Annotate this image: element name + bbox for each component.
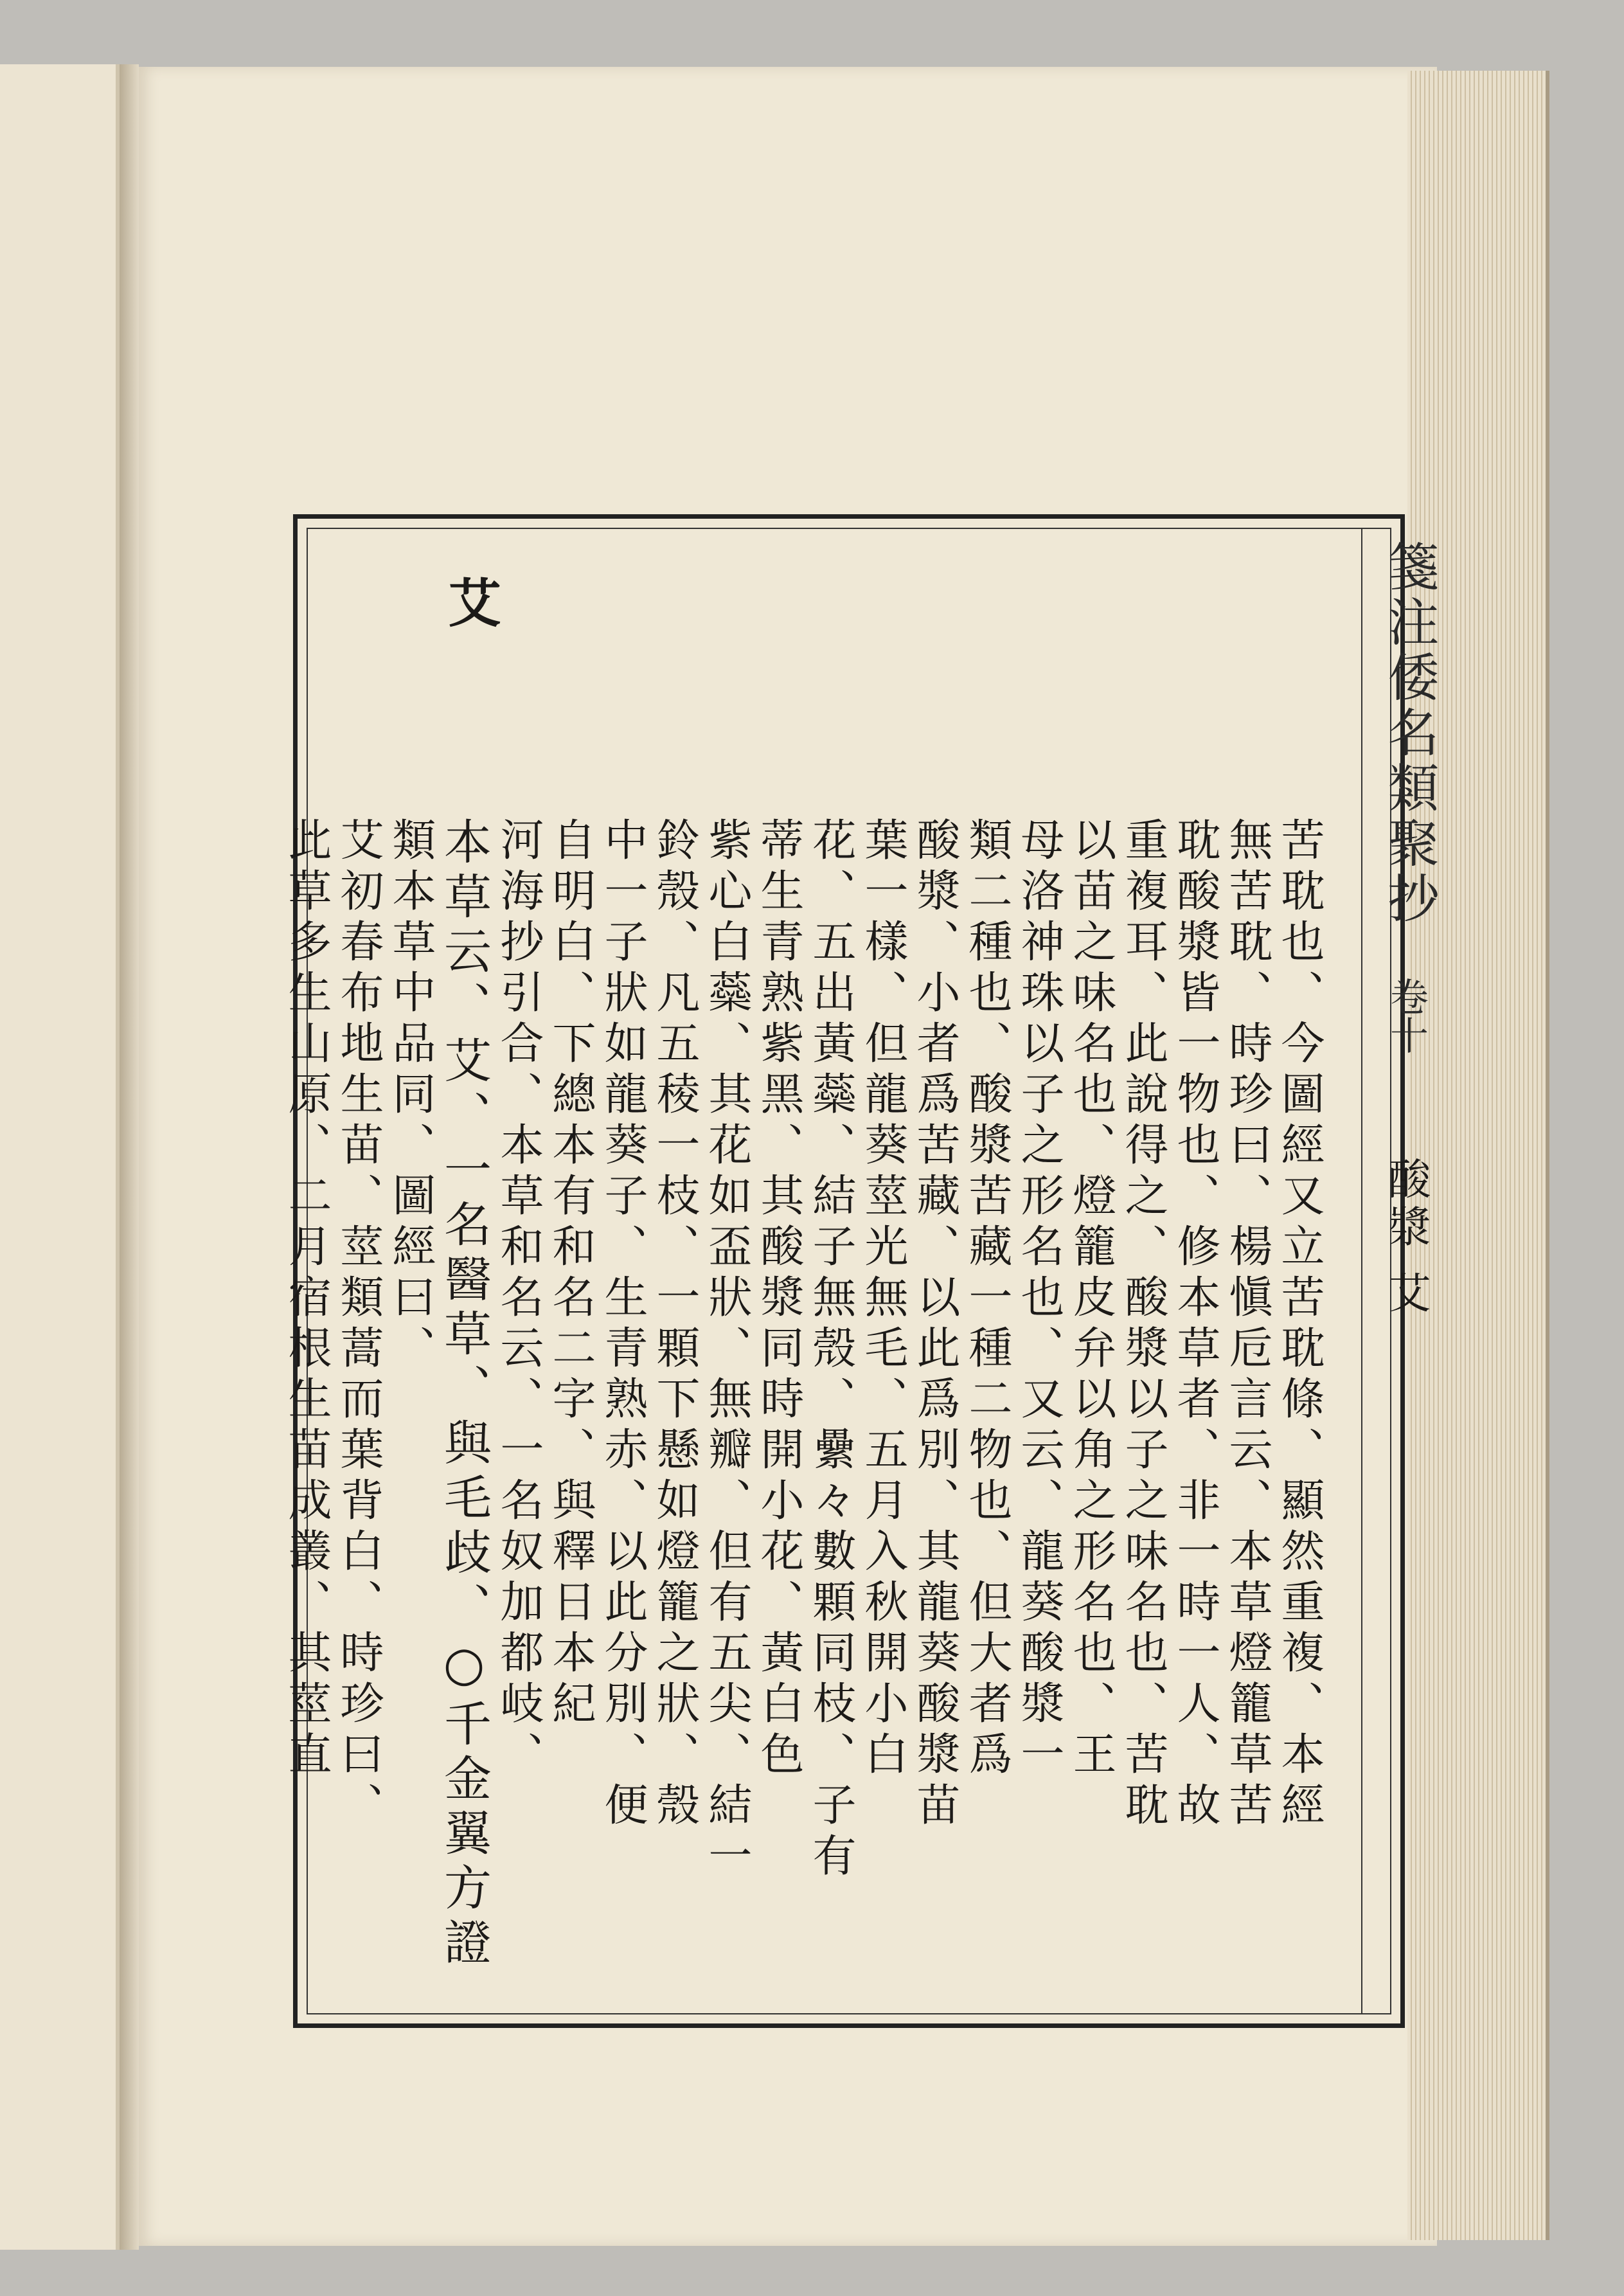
text-column-3: 耽酸漿皆一物也、修本草者、非一時一人、故	[1170, 817, 1220, 1833]
text-column-1: 苦耽也、今圖經又立苦耽條、顯然重複、本經	[1274, 817, 1325, 1833]
text-column-12: 紫心白蘂、其花如盃狀、無瓣、但有五尖、結一	[701, 817, 752, 1883]
text-column-17: 本草云、艾、一名醫草、與毛歧、○千金翼方證	[436, 817, 492, 1972]
entry-heading: 艾	[440, 575, 501, 635]
text-column-9: 葉一樣、但龍葵莖光無毛、五月入秋開小白	[857, 817, 908, 1782]
text-column-13: 鈴殼、凡五稜一枝、一顆下懸如燈籠之狀、殼	[649, 817, 700, 1833]
text-column-14: 中一子狀如龍葵子、生青熟赤、以此分別、便	[597, 817, 648, 1833]
text-column-10: 花、五出黃蘂、結子無殼、纍々數顆同枝、子有	[805, 817, 856, 1883]
text-column-4: 重複耳、此說得之、酸漿以子之味名也、苦耽	[1118, 817, 1168, 1833]
text-column-7: 類二種也、酸漿苦藏一種二物也、但大者爲	[961, 817, 1012, 1782]
text-column-5: 以苗之味名也、燈籠皮弁以角之形名也、王	[1066, 817, 1116, 1782]
text-column-6: 母洛神珠以子之形名也、又云、龍葵酸漿一	[1013, 817, 1064, 1782]
section-label: 酸漿 艾	[1381, 1157, 1431, 1318]
running-title: 箋注倭名類聚抄	[1379, 540, 1439, 927]
text-column-11: 蒂生青熟紫黑、其酸漿同時開小花、黃白色	[753, 817, 804, 1782]
text-column-20: 此草多生山原、二月宿根生苗成叢、其莖直	[281, 817, 332, 1782]
text-frame-inner	[281, 528, 1391, 2014]
text-column-19: 艾初春布地生苗、莖類蒿而葉背白、時珍曰、	[333, 817, 384, 1833]
text-column-2: 無苦耽、時珍曰、楊愼卮言云、本草燈籠草苦	[1222, 817, 1272, 1833]
volume-label: 卷十	[1384, 977, 1429, 1054]
text-column-18: 類本草中品同、圖經曰、	[385, 817, 436, 1376]
text-column-15: 自明白、下總本有和名二字、與釋日本紀	[545, 817, 596, 1731]
text-column-8: 酸漿、小者爲苦藏、以此爲別、其龍葵酸漿苗	[909, 817, 960, 1833]
left-page	[0, 64, 120, 2250]
text-column-16: 河海抄引合、本草和名云、一名奴加都岐、	[493, 817, 544, 1782]
book-gutter	[120, 64, 139, 2250]
text-frame	[281, 514, 1405, 2028]
